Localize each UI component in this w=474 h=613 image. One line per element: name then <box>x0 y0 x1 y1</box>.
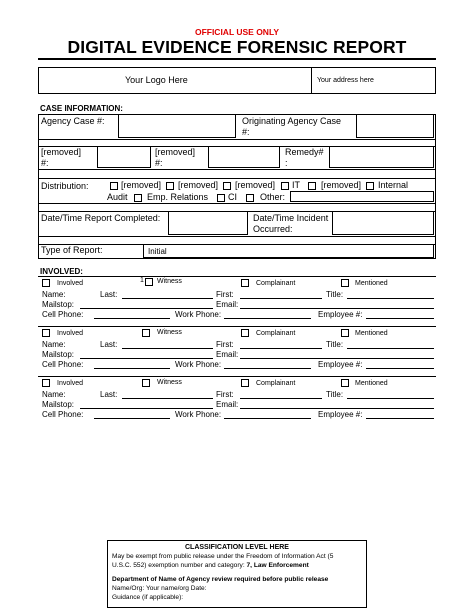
date-incident-input[interactable] <box>332 211 434 235</box>
complainant-checkbox[interactable] <box>241 329 249 337</box>
dist-checkbox-audit[interactable] <box>134 194 142 202</box>
originating-case-label-1: Originating Agency Case <box>242 116 342 126</box>
last-label: Last: <box>100 390 118 399</box>
dist-checkbox-3[interactable] <box>223 182 231 190</box>
involved-label: Involved <box>57 280 84 287</box>
agency-case-input[interactable] <box>118 114 236 138</box>
dist-option-audit: Audit <box>107 192 128 202</box>
last-label: Last: <box>100 340 118 349</box>
involved-checkbox[interactable] <box>42 379 50 387</box>
dist-checkbox-ci[interactable] <box>246 194 254 202</box>
remedy-input[interactable] <box>329 146 434 168</box>
complainant-label: Complainant <box>256 280 296 287</box>
mailstop-label: Mailstop: <box>42 300 75 309</box>
complainant-label: Complainant <box>256 380 296 387</box>
dist-checkbox-2[interactable] <box>166 182 174 190</box>
mailstop-field[interactable] <box>80 408 213 409</box>
involved-heading: INVOLVED: <box>40 267 83 276</box>
classification-heading: CLASSIFICATION LEVEL HERE <box>185 544 289 551</box>
removed-b-label-1: [removed] <box>155 147 196 157</box>
witness-checkbox[interactable] <box>142 379 150 387</box>
mentioned-label: Mentioned <box>355 330 388 337</box>
title-rule <box>38 58 436 60</box>
complainant-checkbox[interactable] <box>241 279 249 287</box>
last-name-field[interactable] <box>122 298 213 299</box>
report-type-value: Initial <box>148 247 167 256</box>
title-label: Title: <box>326 340 344 349</box>
mentioned-label: Mentioned <box>355 380 388 387</box>
remedy-label-2: : <box>285 158 288 168</box>
dist-option-ci: CI <box>228 192 237 202</box>
cell-phone-label: Cell Phone: <box>42 310 84 319</box>
email-field[interactable] <box>240 308 434 309</box>
dist-checkbox-5[interactable] <box>308 182 316 190</box>
address-placeholder: Your address here <box>317 77 374 84</box>
classification-line-2 <box>112 562 309 569</box>
removed-a-input[interactable] <box>97 146 151 168</box>
mailstop-field[interactable] <box>80 358 213 359</box>
witness-number: 1 <box>140 277 144 284</box>
dist-other-input[interactable] <box>290 191 434 202</box>
name-label: Name: <box>42 390 66 399</box>
employee-field[interactable] <box>366 418 434 419</box>
first-name-field[interactable] <box>240 298 322 299</box>
cell-phone-field[interactable] <box>94 318 170 319</box>
dist-option-emp-relations: Emp. Relations <box>147 192 209 202</box>
date-completed-label: Date/Time Report Completed: <box>41 213 161 223</box>
name-label: Name: <box>42 290 66 299</box>
originating-case-label-2: #: <box>242 127 250 137</box>
dist-option-3: [removed] <box>235 180 276 190</box>
last-name-field[interactable] <box>122 398 213 399</box>
removed-b-input[interactable] <box>208 146 280 168</box>
work-phone-label: Work Phone: <box>175 310 222 319</box>
witness-label: Witness <box>157 379 182 386</box>
involved-checkbox[interactable] <box>42 279 50 287</box>
classification-review-note: Department of Name of Agency review required before public release <box>112 576 329 583</box>
official-use-label: OFFICIAL USE ONLY <box>194 27 280 37</box>
email-field[interactable] <box>240 408 434 409</box>
mentioned-label: Mentioned <box>355 280 388 287</box>
mailstop-field[interactable] <box>80 308 213 309</box>
header-divider <box>311 67 312 94</box>
spacer <box>38 170 436 178</box>
page-title: DIGITAL EVIDENCE FORENSIC REPORT <box>67 37 407 57</box>
work-phone-field[interactable] <box>224 368 311 369</box>
dist-option-2: [removed] <box>178 180 219 190</box>
cell-phone-label: Cell Phone: <box>42 410 84 419</box>
employee-label: Employee #: <box>318 410 363 419</box>
logo-placeholder: Your Logo Here <box>125 75 188 85</box>
work-phone-label: Work Phone: <box>175 410 222 419</box>
classification-line-2-text: U.S.C. 552) exemption number and category: <box>112 562 247 569</box>
dist-option-4: IT <box>292 180 300 190</box>
dist-option-1: [removed] <box>121 180 162 190</box>
dist-checkbox-1[interactable] <box>110 182 118 190</box>
date-completed-input[interactable] <box>168 211 248 235</box>
cell-phone-field[interactable] <box>94 368 170 369</box>
date-incident-label-1: Date/Time Incident <box>253 213 329 223</box>
classification-name-org: Name/Org: Your name/org Date: <box>112 585 207 592</box>
employee-field[interactable] <box>366 368 434 369</box>
originating-case-input[interactable] <box>356 114 434 138</box>
title-label: Title: <box>326 390 344 399</box>
classification-guidance: Guidance (if applicable): <box>112 594 184 601</box>
mentioned-checkbox[interactable] <box>341 329 349 337</box>
first-name-field[interactable] <box>240 398 322 399</box>
work-phone-field[interactable] <box>224 318 311 319</box>
employee-field[interactable] <box>366 318 434 319</box>
case-info-heading: CASE INFORMATION: <box>40 104 123 113</box>
email-label: Email: <box>216 350 239 359</box>
name-label: Name: <box>42 340 66 349</box>
witness-checkbox[interactable] <box>145 278 153 286</box>
first-label: First: <box>216 290 234 299</box>
title-label: Title: <box>326 290 344 299</box>
involved-rule <box>38 326 436 327</box>
removed-b-label-2: #: <box>155 158 163 168</box>
involved-rule <box>38 376 436 377</box>
title-field[interactable] <box>347 298 434 299</box>
employee-label: Employee #: <box>318 360 363 369</box>
involved-checkbox[interactable] <box>42 329 50 337</box>
work-phone-field[interactable] <box>224 418 311 419</box>
dist-option-5: [removed] <box>321 180 362 190</box>
spacer <box>38 204 436 211</box>
mailstop-label: Mailstop: <box>42 350 75 359</box>
header-box <box>38 67 436 94</box>
mailstop-label: Mailstop: <box>42 400 75 409</box>
employee-label: Employee #: <box>318 310 363 319</box>
removed-a-label-2: #: <box>41 158 49 168</box>
agency-case-label: Agency Case #: <box>41 116 105 126</box>
witness-checkbox[interactable] <box>142 329 150 337</box>
last-label: Last: <box>100 290 118 299</box>
cell-phone-label: Cell Phone: <box>42 360 84 369</box>
remedy-label-1: Remedy# <box>285 147 324 157</box>
last-name-field[interactable] <box>122 348 213 349</box>
mentioned-checkbox[interactable] <box>341 379 349 387</box>
email-field[interactable] <box>240 358 434 359</box>
involved-label: Involved <box>57 330 84 337</box>
involved-rule <box>38 276 436 277</box>
cell-phone-field[interactable] <box>94 418 170 419</box>
work-phone-label: Work Phone: <box>175 360 222 369</box>
date-incident-label-2: Occurred: <box>253 224 293 234</box>
classification-line-1: May be exempt from public release under the Freedom of Information Act (5 <box>112 553 334 560</box>
removed-a-label-1: [removed] <box>41 147 82 157</box>
spacer <box>38 237 436 244</box>
complainant-label: Complainant <box>256 330 296 337</box>
dist-checkbox-4[interactable] <box>281 182 289 190</box>
dist-checkbox-6[interactable] <box>366 182 374 190</box>
involved-label: Involved <box>57 380 84 387</box>
title-field[interactable] <box>347 398 434 399</box>
first-name-field[interactable] <box>240 348 322 349</box>
dist-checkbox-emp-relations[interactable] <box>217 194 225 202</box>
report-type-label: Type of Report: <box>41 245 103 255</box>
email-label: Email: <box>216 400 239 409</box>
witness-label: Witness <box>157 278 182 285</box>
email-label: Email: <box>216 300 239 309</box>
classification-category: 7, Law Enforcement <box>246 562 309 569</box>
witness-label: Witness <box>157 329 182 336</box>
first-label: First: <box>216 340 234 349</box>
first-label: First: <box>216 390 234 399</box>
mentioned-checkbox[interactable] <box>341 279 349 287</box>
title-field[interactable] <box>347 348 434 349</box>
dist-option-6: Internal <box>378 180 409 190</box>
complainant-checkbox[interactable] <box>241 379 249 387</box>
distribution-label: Distribution: <box>41 181 89 191</box>
report-type-select[interactable] <box>143 244 434 258</box>
dist-option-other: Other: <box>260 192 286 202</box>
